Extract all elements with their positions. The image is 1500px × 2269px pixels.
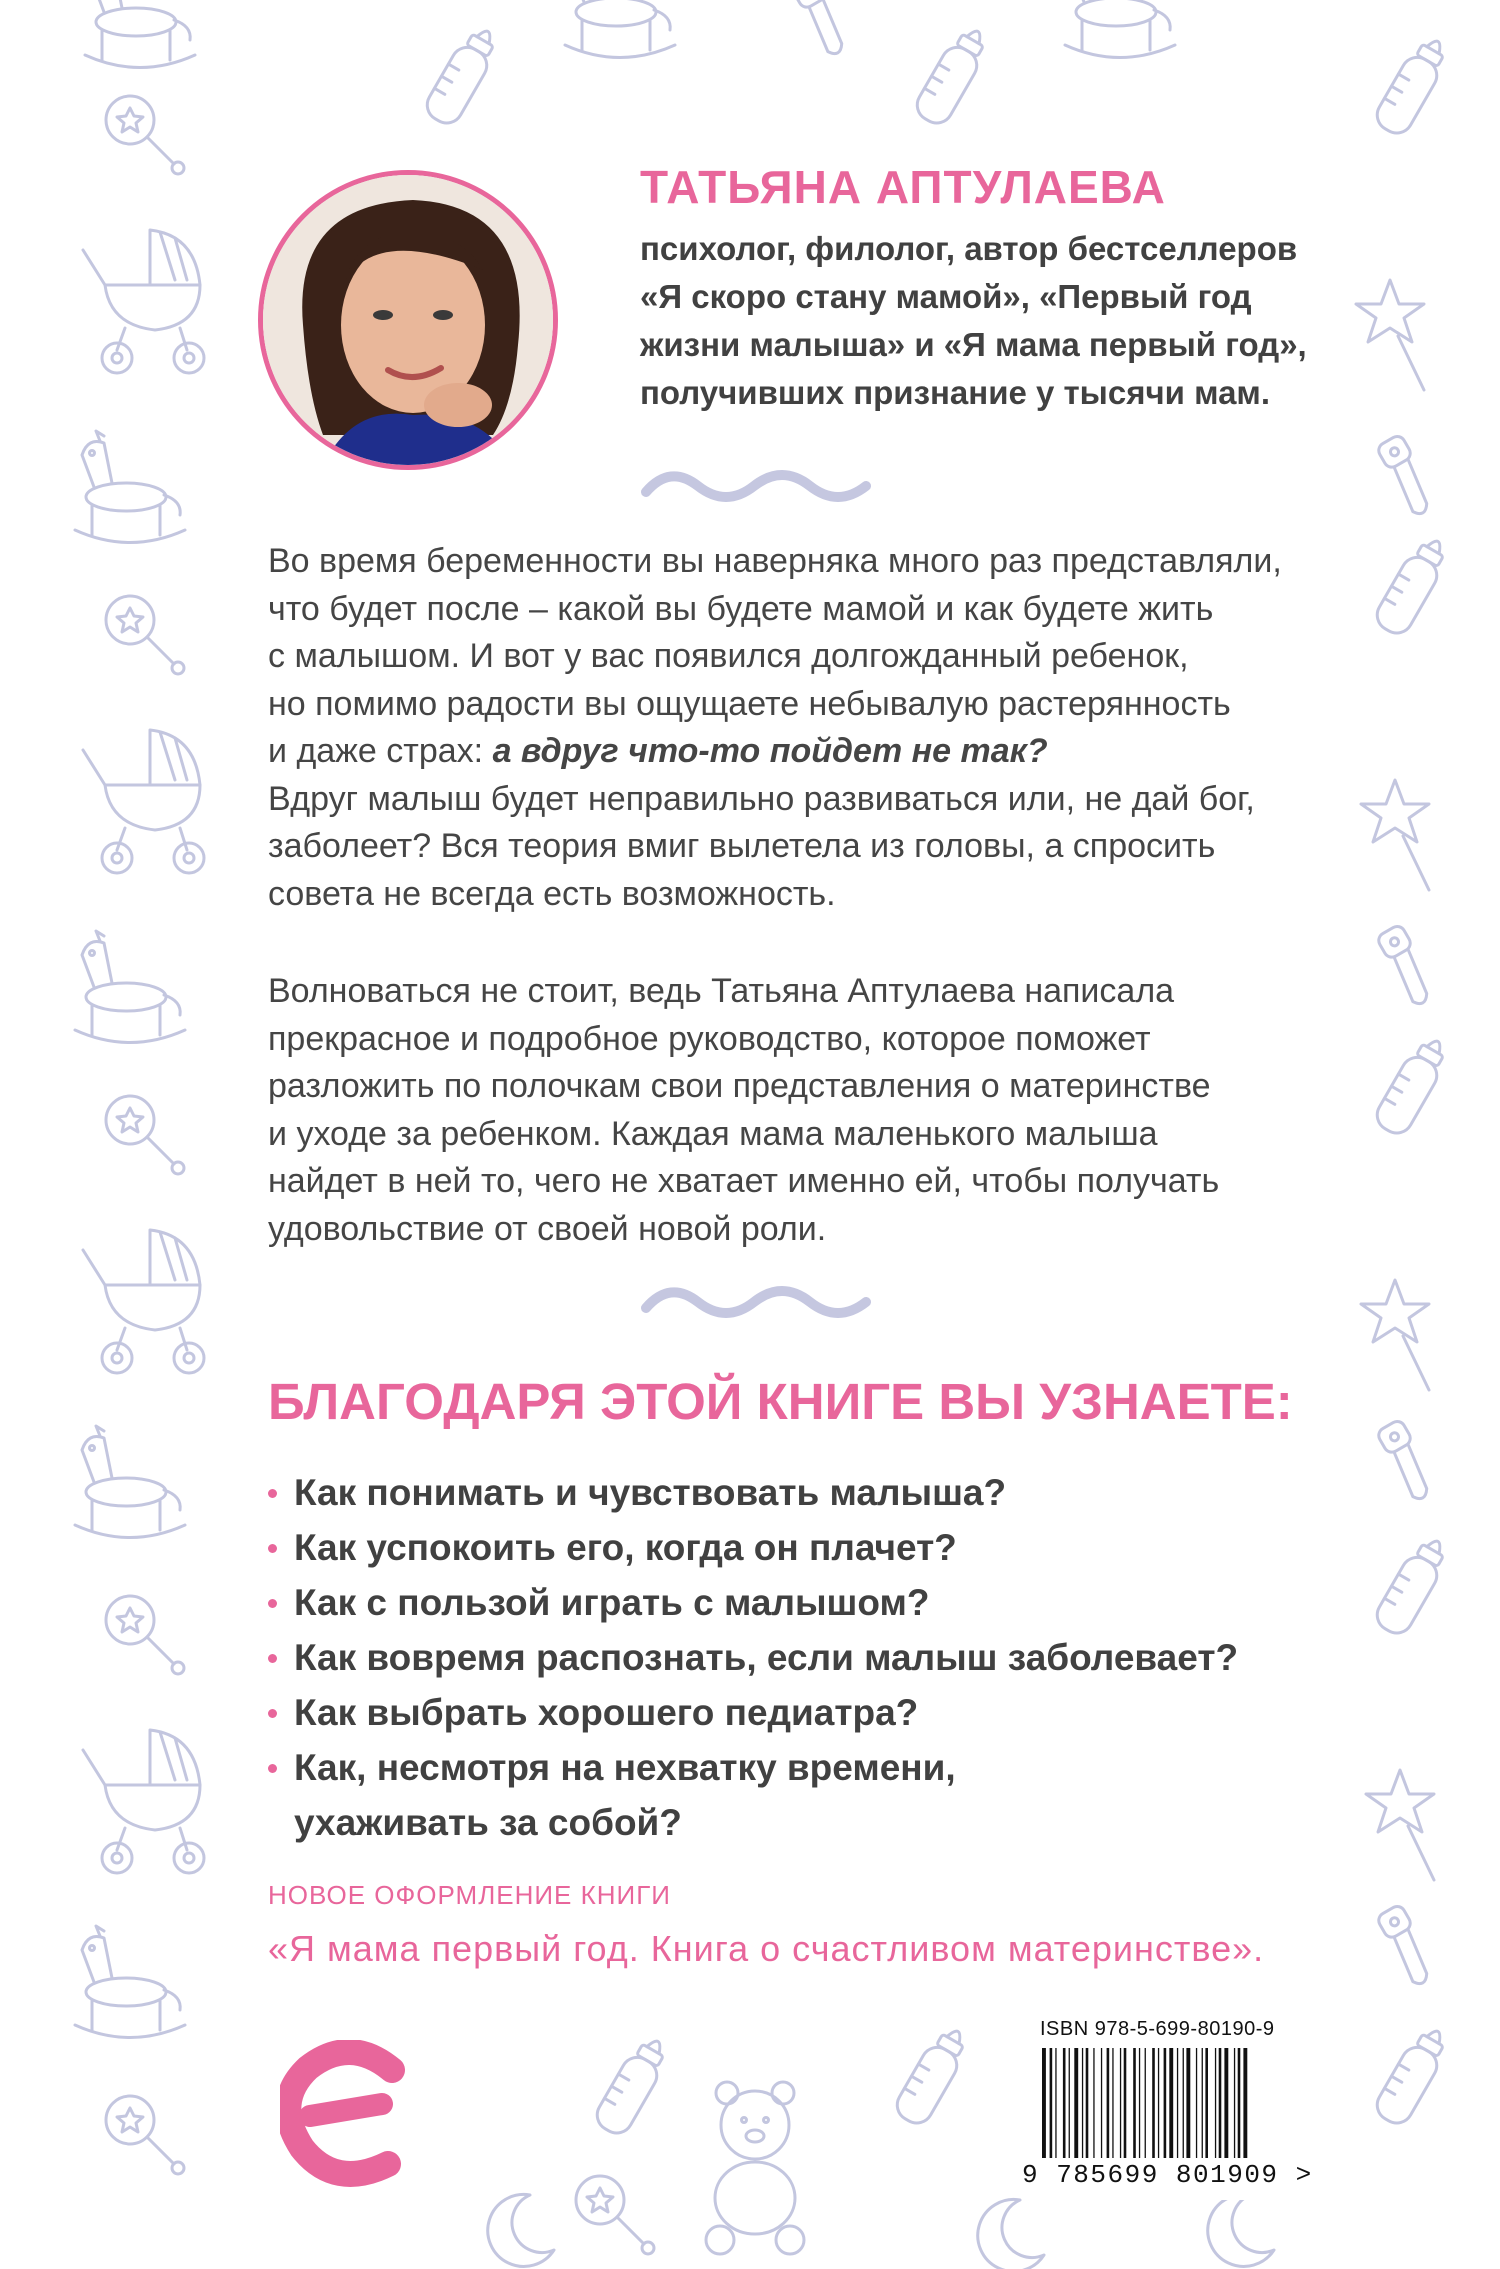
barcode <box>1040 2048 1310 2158</box>
author-name: ТАТЬЯНА АПТУЛАЕВА <box>640 161 1166 213</box>
isbn-text: ISBN 978-5-699-80190-9 <box>1040 2018 1275 2040</box>
list-item: Как понимать и чувствовать малыша? <box>268 1465 1238 1520</box>
list-item: Как вовремя распознать, если малыш заболевает? <box>268 1630 1238 1685</box>
barcode-digits: 9 785699 801909 > <box>1022 2160 1313 2190</box>
publisher-logo-icon <box>280 2040 410 2190</box>
intro-paragraph: Во время беременности вы наверняка много раз представляли, что будет после – какой вы будете мамой и как будете жить с малышом. И вот у вас появился долгожданный ребенок, но помимо радости вы ощущаете небывалую растерянность и даже страх: а вдруг что-то пойдет не так? Вдруг малыш будет неправильно развиваться или, не дай бог, заболеет? Вся теория вмиг вылетела из головы, а спросить совета не всегда есть возможность. <box>268 542 1282 913</box>
author-photo <box>258 170 558 470</box>
learn-heading: БЛАГОДАРЯ ЭТОЙ КНИГЕ ВЫ УЗНАЕТЕ: <box>268 1373 1293 1430</box>
list-item: Как выбрать хорошего педиатра? <box>268 1685 1238 1740</box>
learn-list <box>268 1465 1238 1850</box>
emphasis-text: а вдруг что-то пойдет не так? <box>492 732 1048 770</box>
squiggle-divider <box>640 1278 880 1328</box>
edition-title: «Я мама первый год. Книга о счастливом материнстве». <box>268 1928 1265 1969</box>
edition-label: НОВОЕ ОФОРМЛЕНИЕ КНИГИ <box>268 1880 671 1910</box>
squiggle-divider <box>640 462 880 512</box>
list-item: Как успокоить его, когда он плачет? <box>268 1520 1238 1575</box>
list-item: Как с пользой играть с малышом? <box>268 1575 1238 1630</box>
author-bio: психолог, филолог, автор бестселлеров «Я скоро стану мамой», «Первый год жизни малыша» и «Я мама первый год», получивших признание у тысячи мам. <box>640 230 1307 411</box>
list-item: Как, несмотря на нехватку времени, ухаживать за собой? <box>268 1740 1238 1850</box>
second-paragraph: Волноваться не стоит, ведь Татьяна Аптулаева написала прекрасное и подробное руководство, которое поможет разложить по полочкам свои представления о материнстве и уходе за ребенком. Каждая мама маленького малыша найдет в ней то, чего не хватает именно ей, чтобы получать удовольствие от своей новой роли. <box>268 972 1220 1248</box>
